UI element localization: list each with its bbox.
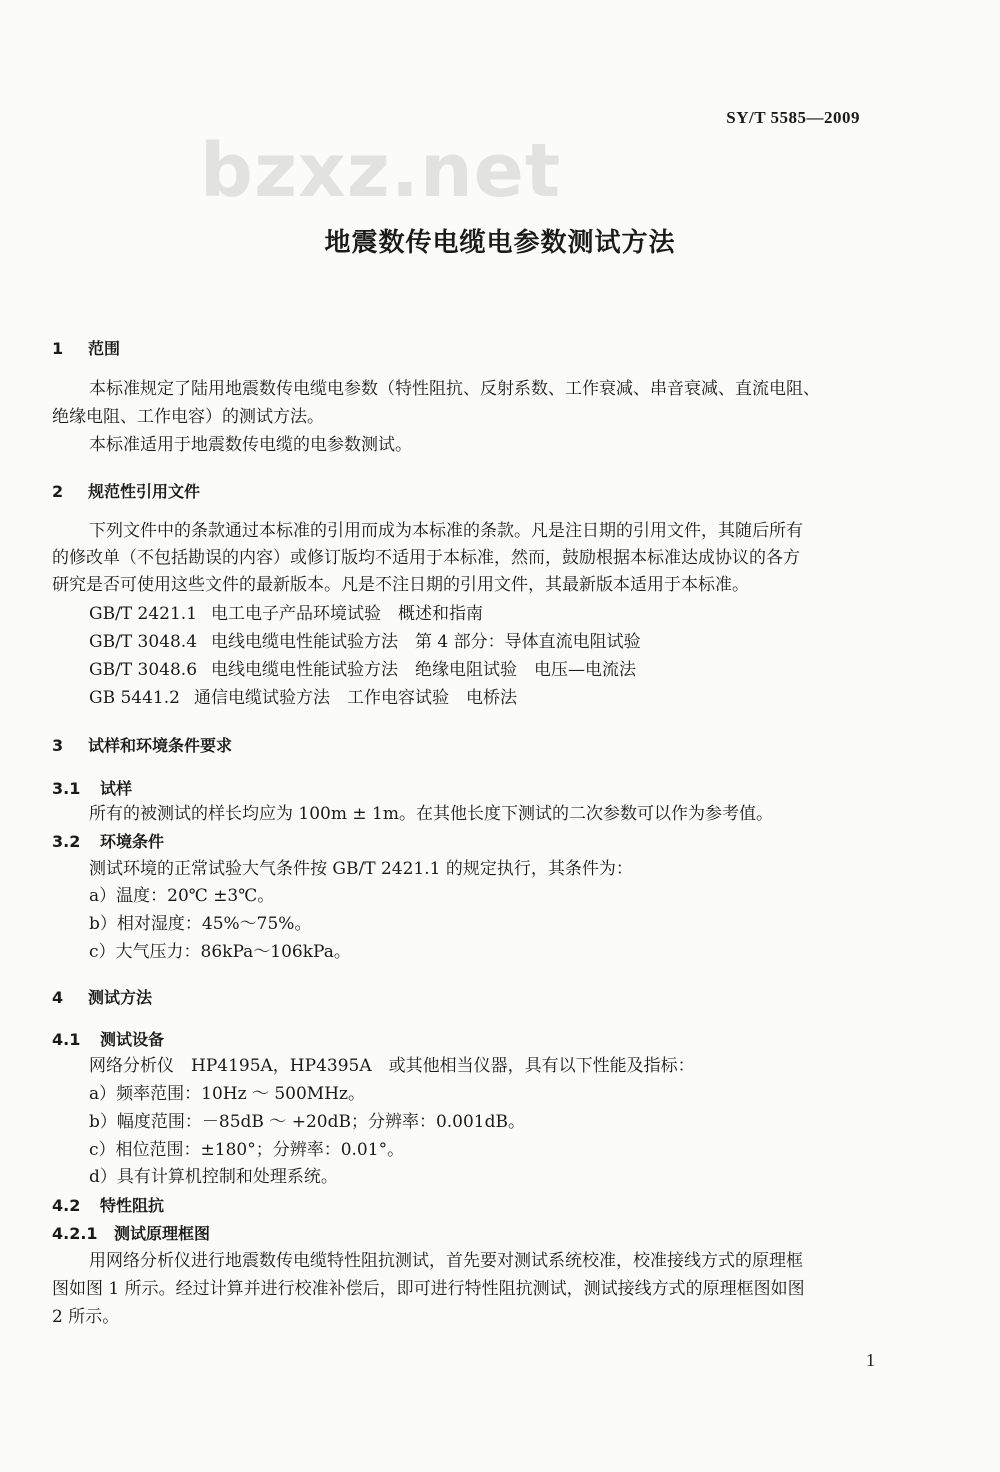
- section-number: 1: [52, 339, 64, 358]
- subsection-4-2-heading: [52, 1195, 164, 1217]
- section-3-heading: [52, 735, 232, 757]
- reference-code: GB/T 2421.1: [89, 604, 198, 624]
- section-title: 试样: [100, 779, 133, 798]
- watermark: bzxz.net: [200, 128, 562, 214]
- list-item: b）幅度范围：－85dB ～ +20dB；分辨率：0.001dB。: [89, 1112, 525, 1132]
- list-item: c）相位范围：±180°；分辨率：0.01°。: [89, 1140, 405, 1160]
- section-title: 测试设备: [100, 1030, 165, 1049]
- subsection-3-2-heading: [52, 831, 164, 853]
- list-item: b）相对湿度：45%～75%。: [89, 914, 312, 934]
- paragraph-line: 本标准规定了陆用地震数传电缆电参数（特性阻抗、反射系数、工作衰减、串音衰减、直流电阻、: [89, 379, 820, 399]
- reference-title: 电线电缆电性能试验方法 绝缘电阻试验 电压—电流法: [211, 660, 637, 680]
- page-number: 1: [866, 1350, 875, 1370]
- section-2-heading: [52, 481, 200, 503]
- section-number: 4.1: [52, 1030, 81, 1049]
- section-title: 测试方法: [88, 988, 153, 1007]
- standard-code: SY/T 5585—2009: [726, 108, 860, 127]
- section-number: 3.2: [52, 832, 81, 851]
- reference-item: [89, 631, 641, 653]
- list-item: d）具有计算机控制和处理系统。: [89, 1167, 338, 1187]
- paragraph-line: 测试环境的正常试验大气条件按 GB/T 2421.1 的规定执行，其条件为：: [89, 859, 633, 879]
- subsection-3-1-heading: [52, 778, 132, 800]
- document-title: 地震数传电缆电参数测试方法: [324, 228, 676, 258]
- reference-code: GB/T 3048.4: [89, 632, 198, 652]
- reference-title: 电线电缆电性能试验方法 第 4 部分：导体直流电阻试验: [211, 632, 641, 652]
- list-item: c）大气压力：86kPa～106kPa。: [89, 942, 351, 962]
- reference-title: 电工电子产品环境试验 概述和指南: [211, 604, 484, 624]
- paragraph-line: 研究是否可使用这些文件的最新版本。凡是不注日期的引用文件，其最新版本适用于本标准。: [52, 575, 749, 595]
- paragraph-line: 图如图 1 所示。经过计算并进行校准补偿后，即可进行特性阻抗测试，测试接线方式的原理框图如图: [52, 1279, 805, 1299]
- reference-code: GB 5441.2: [89, 688, 180, 708]
- paragraph-line: 的修改单（不包括勘误的内容）或修订版均不适用于本标准，然而，鼓励根据本标准达成协议的各方: [52, 548, 800, 568]
- section-title: 规范性引用文件: [88, 482, 201, 501]
- section-4-heading: [52, 987, 152, 1009]
- paragraph-line: 本标准适用于地震数传电缆的电参数测试。: [89, 435, 412, 455]
- paragraph-line: 用网络分析仪进行地震数传电缆特性阻抗测试，首先要对测试系统校准，校准接线方式的原理框: [89, 1251, 803, 1271]
- paragraph-line: 下列文件中的条款通过本标准的引用而成为本标准的条款。凡是注日期的引用文件，其随后所有: [89, 521, 803, 541]
- reference-item: [89, 659, 636, 681]
- paragraph-line: 网络分析仪 HP4195A，HP4395A 或其他相当仪器，具有以下性能及指标：: [89, 1056, 695, 1076]
- section-title: 试样和环境条件要求: [88, 736, 233, 755]
- paragraph-line: 2 所示。: [52, 1307, 120, 1327]
- section-title: 测试原理框图: [114, 1224, 211, 1243]
- paragraph-line: 所有的被测试的样长均应为 100m ± 1m。在其他长度下测试的二次参数可以作为参考值。: [89, 804, 773, 824]
- list-item: a）温度：20℃ ±3℃。: [89, 886, 275, 906]
- reference-title: 通信电缆试验方法 工作电容试验 电桥法: [193, 688, 517, 708]
- section-number: 4: [52, 988, 64, 1007]
- subsection-4-2-1-heading: [52, 1223, 210, 1245]
- section-number: 4.2.1: [52, 1224, 98, 1243]
- reference-item: [89, 603, 483, 625]
- section-number: 2: [52, 482, 64, 501]
- paragraph-line: 绝缘电阻、工作电容）的测试方法。: [52, 407, 324, 427]
- reference-code: GB/T 3048.6: [89, 660, 198, 680]
- section-number: 3: [52, 736, 64, 755]
- section-title: 环境条件: [100, 832, 165, 851]
- subsection-4-1-heading: [52, 1029, 164, 1051]
- section-title: 范围: [88, 339, 121, 358]
- reference-item: [89, 687, 517, 709]
- section-title: 特性阻抗: [100, 1196, 165, 1215]
- list-item: a）频率范围：10Hz ～ 500MHz。: [89, 1084, 365, 1104]
- section-1-heading: [52, 338, 120, 360]
- section-number: 4.2: [52, 1196, 81, 1215]
- section-number: 3.1: [52, 779, 81, 798]
